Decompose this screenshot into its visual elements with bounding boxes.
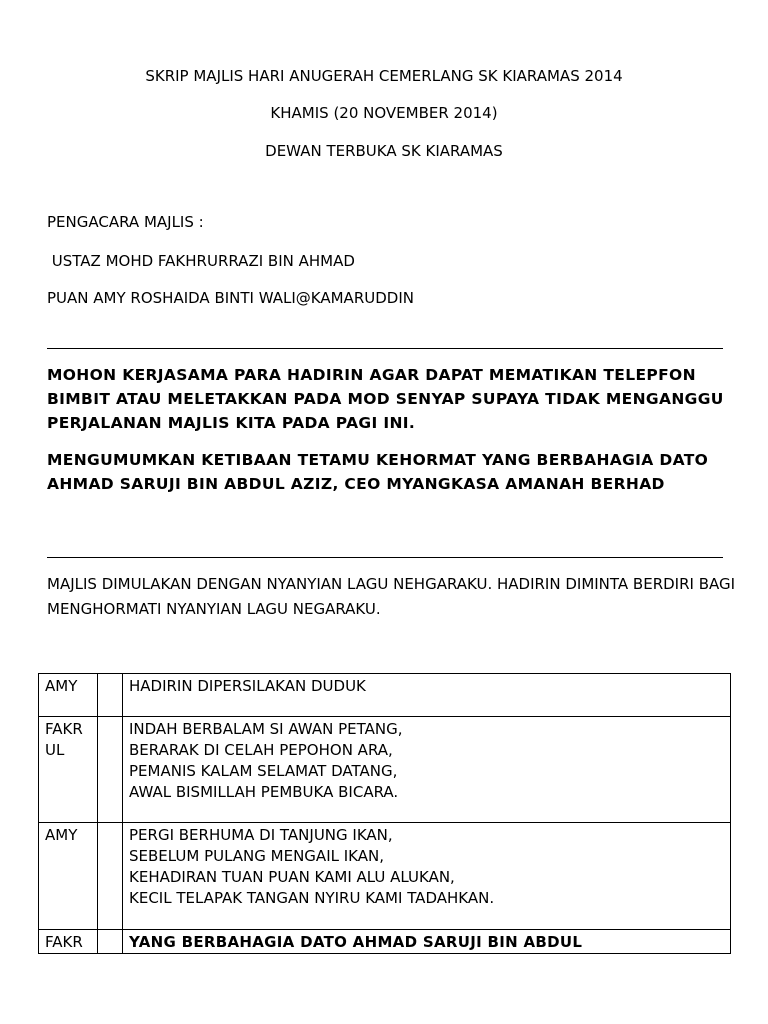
table-row bbox=[39, 823, 731, 930]
dialogue-line: PEMANIS KALAM SELAMAT DATANG, bbox=[129, 762, 398, 780]
script-table bbox=[38, 673, 731, 954]
dialogue-cell bbox=[123, 930, 731, 954]
phone-notice: MOHON KERJASAMA PARA HADIRIN AGAR DAPAT MEMATIKAN TELEPFON BIMBIT ATAU MELETAKKAN PADA MOD SENYAP SUPAYA TIDAK MENGANGGU PERJALANAN MAJLIS KITA PADA PAGI INI. bbox=[47, 366, 724, 432]
speaker-cell: FAKRUL bbox=[39, 717, 98, 823]
dialogue-line: HADIRIN DIPERSILAKAN DUDUK bbox=[129, 677, 366, 695]
dialogue-line: BERARAK DI CELAH PEPOHON ARA, bbox=[129, 741, 393, 759]
speaker-cell: AMY bbox=[39, 674, 98, 717]
dialogue-line: YANG BERBAHAGIA DATO AHMAD SARUJI BIN ABDUL bbox=[129, 933, 583, 951]
table-row bbox=[39, 717, 731, 823]
speaker-cell: AMY bbox=[39, 823, 98, 930]
dialogue-line: AWAL BISMILLAH PEMBUKA BICARA. bbox=[129, 783, 399, 801]
dialogue-cell bbox=[123, 674, 731, 717]
table-row bbox=[39, 674, 731, 717]
emcee-name-1: USTAZ MOHD FAKHRURRAZI BIN AHMAD bbox=[47, 252, 355, 270]
blank-cell bbox=[98, 674, 123, 717]
table-row bbox=[39, 930, 731, 954]
dialogue-cell bbox=[123, 717, 731, 823]
blank-cell bbox=[98, 823, 123, 930]
dialogue-line: PERGI BERHUMA DI TANJUNG IKAN, bbox=[129, 826, 393, 844]
emcee-name-2: PUAN AMY ROSHAIDA BINTI WALI@KAMARUDDIN bbox=[47, 289, 414, 307]
dialogue-line: SEBELUM PULANG MENGAIL IKAN, bbox=[129, 847, 384, 865]
divider-line bbox=[47, 348, 723, 349]
divider-line bbox=[47, 557, 723, 558]
event-venue: DEWAN TERBUKA SK KIARAMAS bbox=[265, 142, 503, 160]
dialogue-line: INDAH BERBALAM SI AWAN PETANG, bbox=[129, 720, 403, 738]
speaker-cell: FAKR bbox=[39, 930, 98, 954]
event-date: KHAMIS (20 NOVEMBER 2014) bbox=[270, 104, 498, 122]
dialogue-line: KEHADIRAN TUAN PUAN KAMI ALU ALUKAN, bbox=[129, 868, 455, 886]
dialogue-cell bbox=[123, 823, 731, 930]
document-title: SKRIP MAJLIS HARI ANUGERAH CEMERLANG SK KIARAMAS 2014 bbox=[145, 67, 623, 85]
dialogue-line: KECIL TELAPAK TANGAN NYIRU KAMI TADAHKAN. bbox=[129, 889, 495, 907]
emcees-label: PENGACARA MAJLIS : bbox=[47, 213, 204, 231]
guest-arrival-announcement: MENGUMUMKAN KETIBAAN TETAMU KEHORMAT YANG BERBAHAGIA DATO AHMAD SARUJI BIN ABDUL AZIZ, CEO MYANGKASA AMANAH BERHAD bbox=[47, 451, 709, 493]
blank-cell bbox=[98, 930, 123, 954]
blank-cell bbox=[98, 717, 123, 823]
opening-paragraph: MAJLIS DIMULAKAN DENGAN NYANYIAN LAGU NEHGARAKU. HADIRIN DIMINTA BERDIRI BAGI MENGHORMATI NYANYIAN LAGU NEGARAKU. bbox=[47, 575, 736, 618]
